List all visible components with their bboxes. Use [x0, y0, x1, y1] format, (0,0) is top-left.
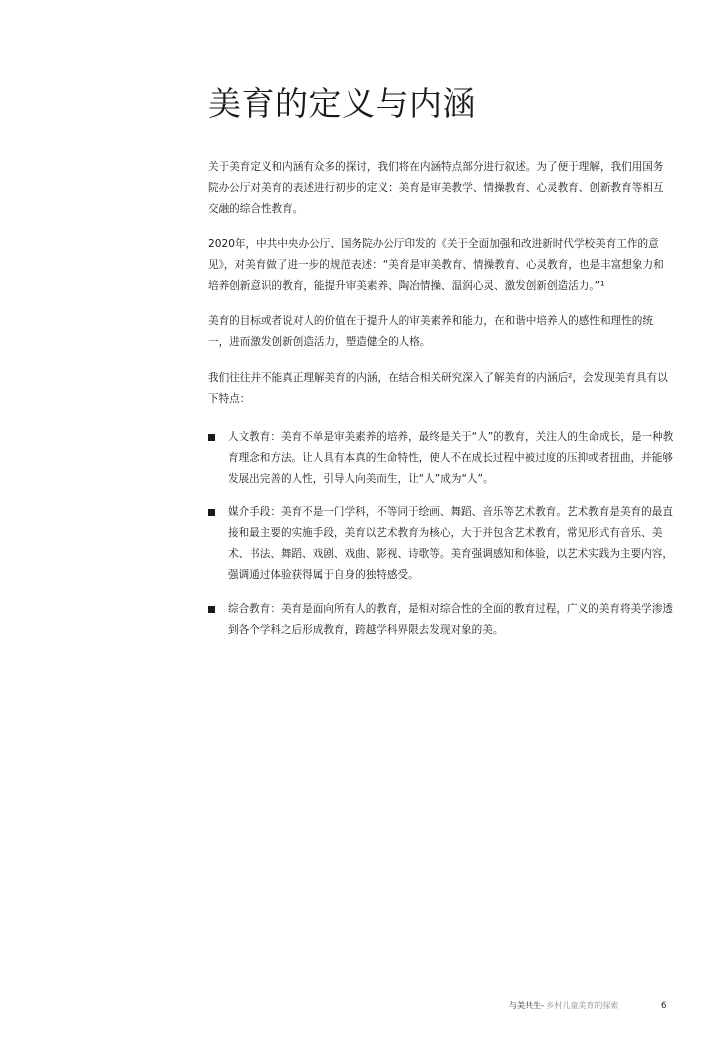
page-footer — [509, 1000, 618, 1012]
paragraph-goal: 美育的目标或者说对人的价值在于提升人的审美素养和能力，在和谐中培养人的感性和理性的统一，进而激发创新创造活力，塑造健全的人格。 — [208, 315, 653, 348]
list-item-text: 综合教育：美育是面向所有人的教育，是相对综合性的全面的教育过程，广义的美育将美学渗透到各个学科之后形成教育，跨越学科界限去发现对象的美。 — [228, 603, 673, 636]
list-item-text: 媒介手段：美育不是一门学科，不等同于绘画、舞蹈、音乐等艺术教育。艺术教育是美育的最直接和最主要的实施手段，美育以艺术教育为核心，大于并包含艺术教育，常见形式有音乐、美术、书法、舞蹈、戏剧、戏曲、影视、诗歌等。美育强调感知和体验，以艺术实践为主要内容，强调通过体验获得属于自身的独特感受。 — [228, 506, 673, 581]
square-bullet-icon — [208, 434, 215, 441]
square-bullet-icon — [208, 509, 215, 516]
list-item-text: 人文教育：美育不单是审美素养的培养，最终是关于“人”的教育，关注人的生命成长，是一种教育理念和方法。让人具有本真的生命特性，使人不在成长过程中被过度的压抑或者扭曲，并能够发展出完善的人性，引导人向美而生，让“人”成为“人”。 — [228, 431, 674, 485]
paragraph-policy: 2020年，中共中央办公厅、国务院办公厅印发的《关于全面加强和改进新时代学校美育工作的意见》，对美育做了进一步的规范表述：“美育是审美教育、情操教育、心灵教育，也是丰富想象力和培养创新意识的教育，能提升审美素养、陶冶情操、温润心灵、激发创新创造活力。”¹ — [208, 238, 664, 292]
footer-title: 与美共生- — [509, 1001, 544, 1010]
list-item — [208, 502, 678, 586]
square-bullet-icon — [208, 606, 215, 613]
paragraph-intro-features: 我们往往并不能真正理解美育的内涵，在结合相关研究深入了解美育的内涵后²，会发现美育具有以下特点： — [208, 372, 668, 405]
paragraph-definition: 关于美育定义和内涵有众多的探讨，我们将在内涵特点部分进行叙述。为了便于理解，我们用国务院办公厅对美育的表述进行初步的定义：美育是审美教学、情操教育、心灵教育、创新教育等相互交融的综合性教育。 — [208, 161, 664, 215]
list-item — [208, 599, 678, 641]
footer-subtitle: 乡村儿童美育的探索 — [543, 1001, 619, 1010]
page-number: 6 — [661, 1001, 667, 1011]
page-title: 美育的定义与内涵 — [208, 84, 476, 123]
list-item — [208, 427, 678, 490]
